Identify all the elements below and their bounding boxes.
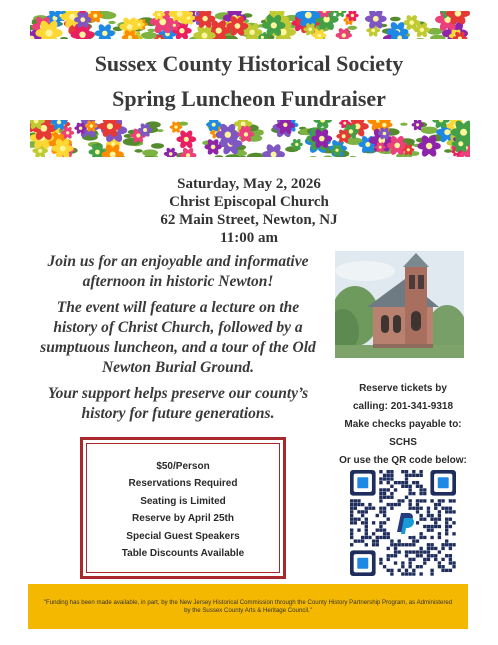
reservation-info <box>328 380 478 470</box>
reserve-line: Or use the QR code below: <box>339 455 467 466</box>
details-line: Reservations Required <box>128 478 238 490</box>
page-subtitle: Spring Luncheon Fundraiser <box>112 86 386 111</box>
details-box <box>80 437 286 579</box>
qr-code-icon[interactable] <box>350 470 456 576</box>
event-description: The event will feature a lecture on the history of Christ Church, followed by a sumptuous luncheon, and a tour of the Old Newton Burial Ground. <box>40 299 316 376</box>
reserve-payee: SCHS <box>389 437 417 448</box>
details-line: Seating is Limited <box>140 495 226 507</box>
church-illustration <box>335 251 464 358</box>
flower-border-middle <box>30 120 470 157</box>
page-title: Sussex County Historical Society <box>94 51 404 76</box>
funding-note: "Funding has been made available, in part, by the New Jersey Historical Commission through the County History Partnership Program, as Administered by the Sussex County Arts & Heritage Council." <box>43 599 453 614</box>
details-line: Reserve by April 25th <box>132 513 234 525</box>
reserve-phone: calling: 201-341-9318 <box>352 401 454 412</box>
reserve-line: Reserve tickets by <box>359 383 447 394</box>
flower-border-top <box>30 11 470 39</box>
event-info <box>0 175 498 247</box>
support-text: Your support helps preserve our county’s history for future generations. <box>47 385 309 422</box>
price-text: $50/Person <box>156 461 210 472</box>
flower-border-icon <box>30 11 470 39</box>
details-line: Special Guest Speakers <box>126 530 240 542</box>
paypal-logo-icon <box>390 510 416 536</box>
funding-banner <box>28 584 468 629</box>
details-line: Table Discounts Available <box>121 548 245 560</box>
event-address: 62 Main Street, Newton, NJ <box>160 212 338 228</box>
event-time: 11:00 am <box>220 230 278 246</box>
intro-text: Join us for an enjoyable and informative afternoon in historic Newton! <box>47 253 309 290</box>
flower-border-icon <box>30 120 470 157</box>
reserve-line: Make checks payable to: <box>344 419 462 430</box>
event-date: Saturday, May 2, 2026 <box>177 176 321 192</box>
event-venue: Christ Episcopal Church <box>169 194 329 210</box>
